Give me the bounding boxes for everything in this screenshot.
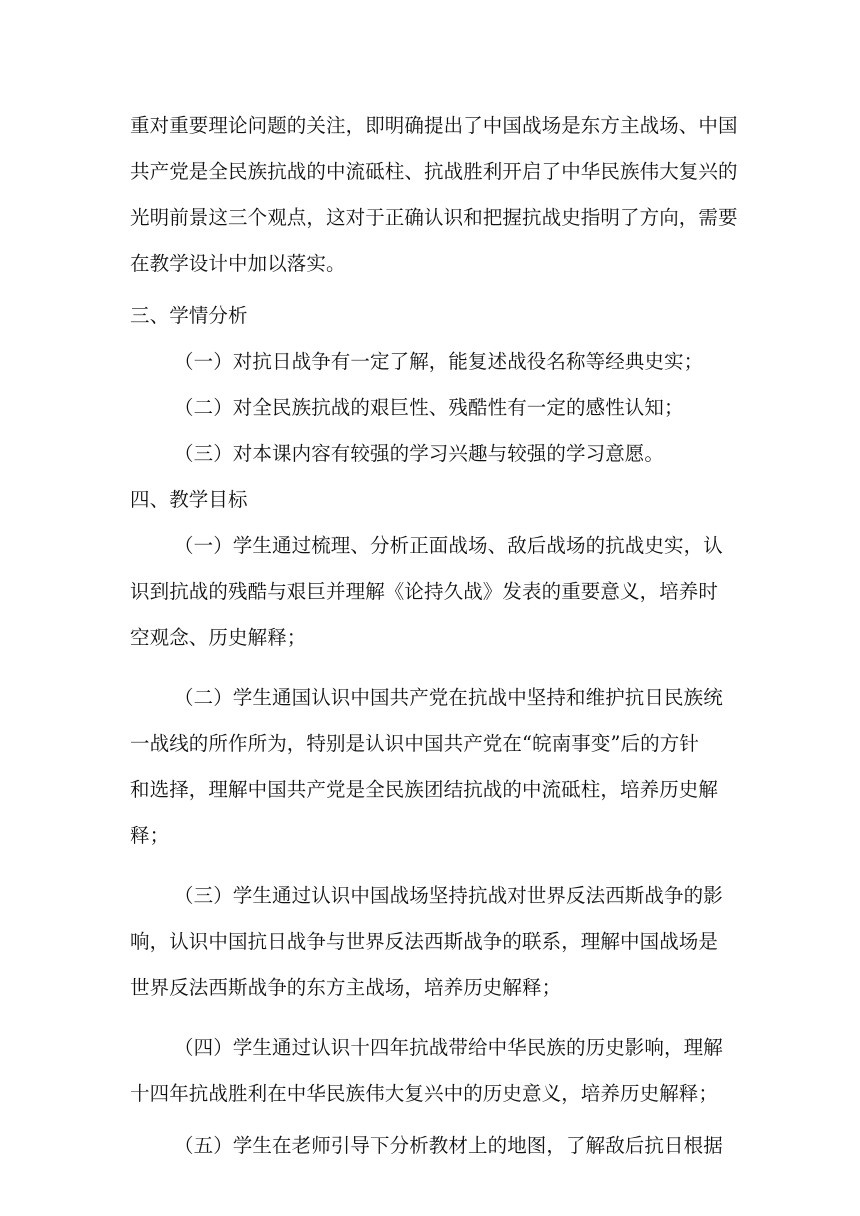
objective-paragraph	[130, 873, 740, 1011]
analysis-item: （二）对全民族抗战的艰巨性、残酷性有一定的感性认知；	[174, 396, 684, 419]
paragraph-line: 重对重要理论问题的关注，即明确提出了中国战场是东方主战场、中国	[130, 114, 738, 137]
paragraph-line: 光明前景这三个观点，这对于正确认识和把握抗战史指明了方向，需要	[130, 206, 738, 229]
paragraph-line: 共产党是全民族抗战的中流砥柱、抗战胜利开启了中华民族伟大复兴的	[130, 160, 738, 183]
paragraph-line: 十四年抗战胜利在中华民族伟大复兴中的历史意义，培养历史解释；	[130, 1082, 719, 1105]
paragraph-line: （三）学生通过认识中国战场坚持抗战对世界反法西斯战争的影	[174, 884, 723, 907]
paragraph-line: 空观念、历史解释；	[130, 626, 307, 649]
document-body	[130, 103, 740, 1169]
paragraph-line: 响，认识中国抗日战争与世界反法西斯战争的联系，理解中国战场是	[130, 930, 719, 953]
objective-paragraph	[130, 675, 740, 859]
section-heading-learning-analysis: 三、学情分析	[130, 304, 248, 327]
paragraph-line: 和选择，理解中国共产党是全民族团结抗战的中流砥柱，培养历史解	[130, 778, 719, 801]
objective-paragraph	[130, 1025, 740, 1117]
paragraph-line: （一）学生通过梳理、分析正面战场、敌后战场的抗战史实，认	[174, 534, 723, 557]
paragraph-line: 一战线的所作所为，特别是认识中国共产党在“皖南事变”后的方针	[130, 732, 699, 755]
paragraph-line: （五）学生在老师引导下分析教材上的地图，了解敌后抗日根据	[174, 1134, 723, 1157]
paragraph-line: 在教学设计中加以落实。	[130, 252, 346, 275]
analysis-item: （一）对抗日战争有一定了解，能复述战役名称等经典史实；	[174, 350, 704, 373]
paragraph-line: 释；	[130, 824, 170, 847]
paragraph-line: （二）学生通国认识中国共产党在抗战中坚持和维护抗日民族统	[174, 686, 723, 709]
paragraph-line: 世界反法西斯战争的东方主战场，培养历史解释；	[130, 976, 562, 999]
objective-paragraph	[130, 1123, 740, 1169]
objective-paragraph	[130, 523, 740, 661]
paragraph-line: 识到抗战的残酷与艰巨并理解《论持久战》发表的重要意义，培养时	[130, 580, 719, 603]
analysis-item: （三）对本课内容有较强的学习兴趣与较强的学习意愿。	[174, 442, 665, 465]
intro-paragraph	[130, 103, 740, 287]
paragraph-line: （四）学生通过认识十四年抗战带给中华民族的历史影响，理解	[174, 1036, 723, 1059]
section-heading-teaching-goals: 四、教学目标	[130, 488, 248, 511]
